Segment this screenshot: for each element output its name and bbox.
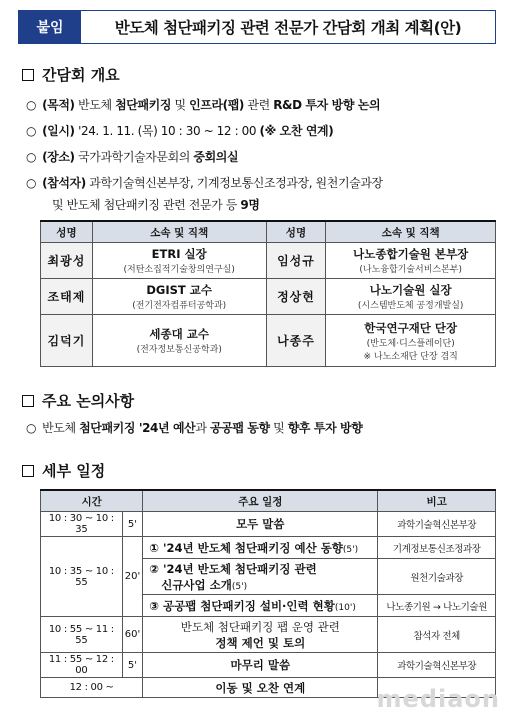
header-time: 시간 [41,490,143,512]
schedule-time: 11 : 55 ~ 12 : 00 [41,653,123,678]
table-header-row [41,221,496,243]
circle-bullet-icon: ○ [26,176,37,190]
schedule-item: 마무리 말씀 [143,653,378,678]
overview-attendees: ○ (참석자) 과학기술혁신본부장, 기계정보통신조정과장, 원천기술과장 [26,176,383,190]
section-schedule-heading: 세부 일정 [22,460,105,481]
participant-name: 정상현 [266,279,326,315]
table-header-row [41,490,496,512]
table-row [41,512,496,537]
circle-bullet-icon: ○ [26,421,37,435]
schedule-note: 나노종기원 → 나노기술원 [378,595,496,617]
header-affiliation: 소속 및 직책 [92,221,266,243]
document-header [18,10,496,44]
header-name: 성명 [41,221,93,243]
overview-date: ○ (일시) '24. 1. 11. (목) 10 : 30 ~ 12 : 00 (※ 오찬 연계) [26,124,334,138]
table-row [41,653,496,678]
square-bullet-icon [22,395,34,407]
schedule-subitem: ③ 공공팹 첨단패키징 설비·인력 현황(10') [143,595,378,617]
table-row [41,315,496,367]
table-row [41,279,496,315]
schedule-note: 과학기술혁신본부장 [378,512,496,537]
section-overview-heading: 간담회 개요 [22,64,120,85]
participant-name: 최광성 [41,243,93,279]
header-agenda: 주요 일정 [143,490,378,512]
participant-affiliation: 한국연구재단 단장 (반도체·디스플레이단) ※ 나노소재단 단장 겸직 [326,315,496,367]
schedule-item: 반도체 첨단패키징 팹 운영 관련 정책 제언 및 토의 [143,617,378,653]
schedule-table [40,489,496,698]
participant-name: 김덕기 [41,315,93,367]
participant-name: 조태제 [41,279,93,315]
header-affiliation: 소속 및 직책 [326,221,496,243]
participant-affiliation: 세종대 교수 (전자정보통신공학과) [92,315,266,367]
overview-attendees-cont: 및 반도체 첨단패키징 관련 전문가 등 9명 [52,198,260,212]
participant-affiliation: 나노기술원 실장 (시스템반도체 공정개발실) [326,279,496,315]
watermark-logo: mediaon [376,685,500,713]
schedule-note: 과학기술혁신본부장 [378,653,496,678]
schedule-note: 참석자 전체 [378,617,496,653]
schedule-time: 10 : 35 ~ 10 : 55 [41,537,123,617]
header-note: 비고 [378,490,496,512]
overview-place: ○ (장소) 국가과학기술자문회의 중회의실 [26,150,239,164]
schedule-note: 기계정보통신조정과장 [378,537,496,559]
overview-purpose: ○ (목적) 반도체 첨단패키징 및 인프라(팹) 관련 R&D 투자 방향 논의 [26,98,381,112]
document-title: 반도체 첨단패키징 관련 전문가 간담회 개최 계획(안) [114,19,462,37]
schedule-note: 원천기술과장 [378,559,496,595]
schedule-subitem: ① '24년 반도체 첨단패키징 예산 동향(5') [143,537,378,559]
schedule-subitem: ② '24년 반도체 첨단패키징 관련 신규사업 소개(5') [143,559,378,595]
table-row [41,537,496,559]
schedule-time: 10 : 55 ~ 11 : 55 [41,617,123,653]
participant-affiliation: DGIST 교수 (전기전자컴퓨터공학과) [92,279,266,315]
participant-affiliation: 나노종합기술원 본부장 (나노융합기술서비스본부) [326,243,496,279]
participant-name: 임성규 [266,243,326,279]
participant-affiliation: ETRI 실장 (저탄소집적기술창의연구실) [92,243,266,279]
schedule-minutes: 5' [122,653,142,678]
schedule-minutes: 60' [122,617,142,653]
discussion-item: ○ 반도체 첨단패키징 '24년 예산과 공공팹 동향 및 향후 투자 방향 [26,421,363,435]
circle-bullet-icon: ○ [26,98,37,112]
table-row [41,243,496,279]
schedule-time: 12 : 00 ~ [41,678,143,698]
participant-name: 나종주 [266,315,326,367]
participants-table [40,220,496,367]
schedule-item: 모두 말씀 [143,512,378,537]
schedule-minutes: 5' [122,512,142,537]
schedule-item: 이동 및 오찬 연계 [143,678,378,698]
section-discussion-heading: 주요 논의사항 [22,390,134,411]
header-name: 성명 [266,221,326,243]
attachment-badge: 붙임 [19,11,81,43]
schedule-time: 10 : 30 ~ 10 : 35 [41,512,123,537]
square-bullet-icon [22,69,34,81]
circle-bullet-icon: ○ [26,124,37,138]
circle-bullet-icon: ○ [26,150,37,164]
schedule-minutes: 20' [122,537,142,617]
square-bullet-icon [22,465,34,477]
table-row [41,617,496,653]
